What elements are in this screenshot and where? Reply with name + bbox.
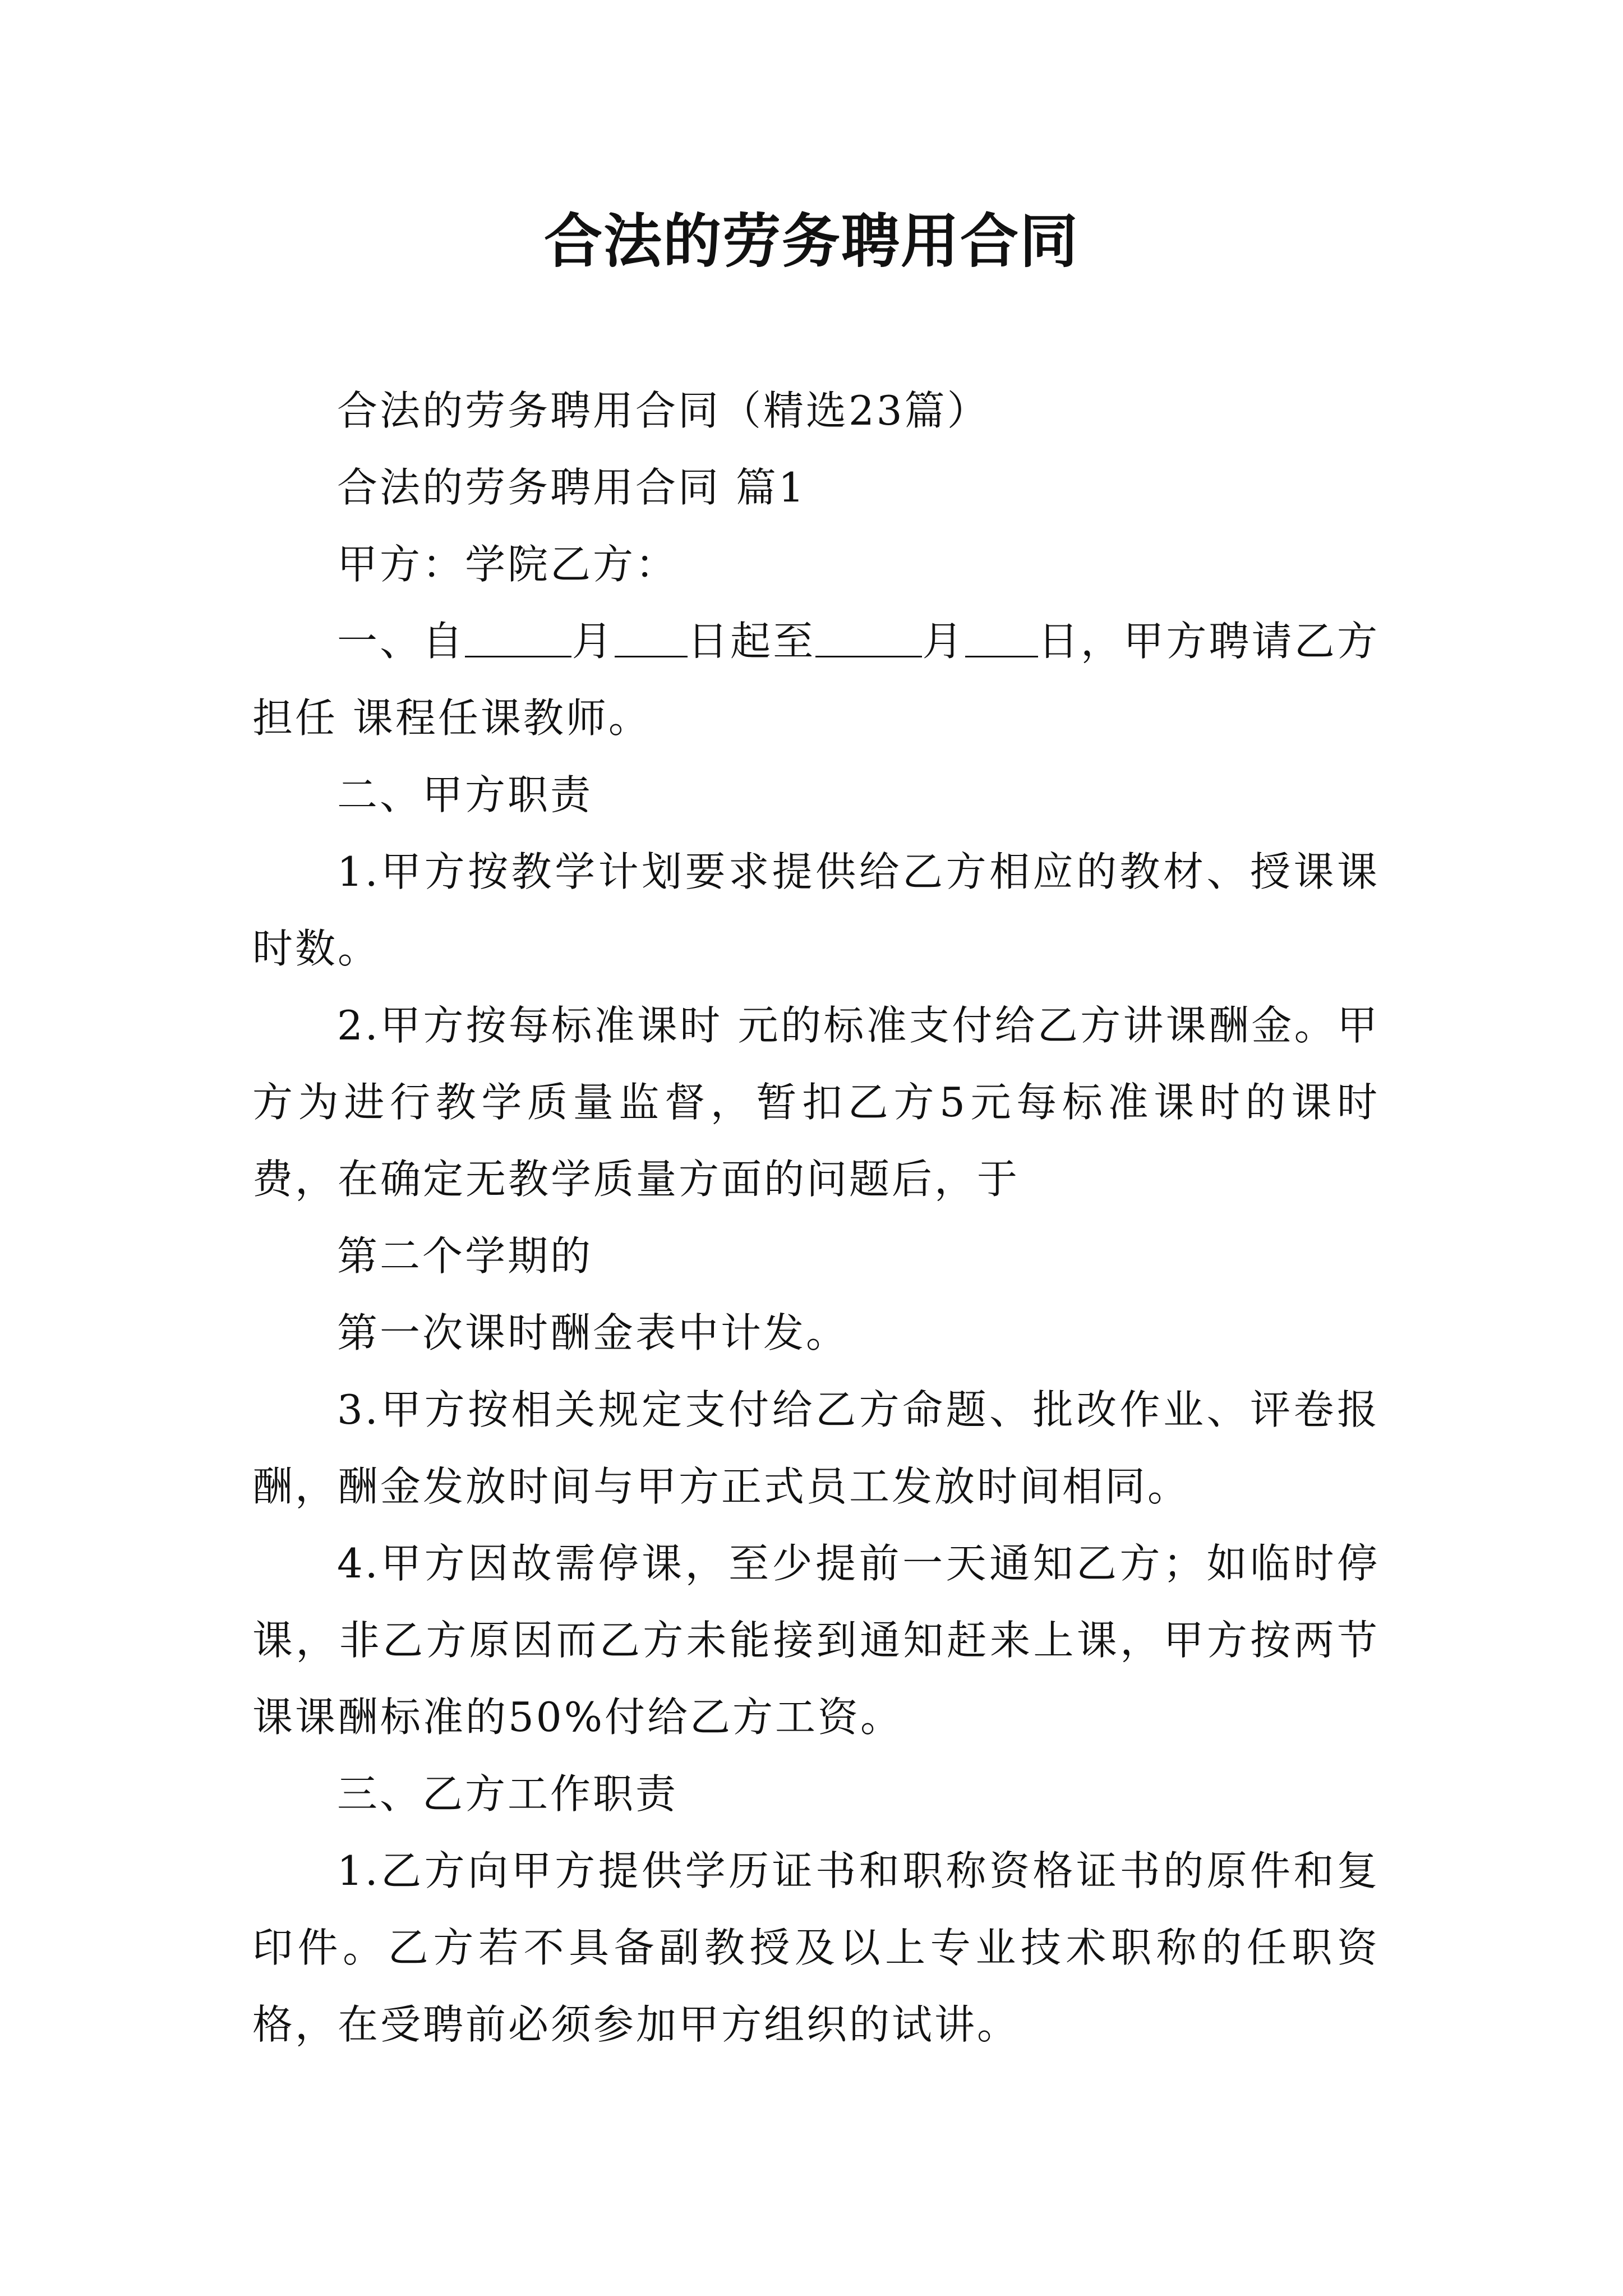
term-text-4: 月 (922, 618, 965, 665)
document-body (252, 372, 1380, 2063)
blank-line-start-month (465, 615, 571, 657)
paragraph-second-semester: 第二个学期的 (337, 1232, 593, 1280)
blank-line-start-day (615, 615, 688, 657)
paragraph-party-a-duty-2: 2.甲方按每标准课时 元的标准支付给乙方讲课酬金。甲方为进行教学质量监督，暂扣乙方5元每标准课时的课时费，在确定无教学质量方面的问题后，于 (252, 1002, 1380, 1203)
paragraph-subtitle: 合法的劳务聘用合同（精选23篇） (337, 387, 990, 434)
paragraph-party-b-duties-heading: 三、乙方工作职责 (337, 1770, 679, 1818)
paragraph-first-payment: 第一次课时酬金表中计发。 (337, 1309, 849, 1356)
blank-line-end-month (815, 615, 922, 657)
term-text-3: 日起至 (687, 618, 816, 665)
document-title: 合法的劳务聘用合同 (543, 206, 1079, 275)
paragraph-term (252, 603, 1380, 757)
term-text-2: 月 (571, 618, 615, 665)
paragraph-party-a-duty-3: 3.甲方按相关规定支付给乙方命题、批改作业、评卷报酬，酬金发放时间与甲方正式员工发放时间相同。 (252, 1386, 1380, 1510)
term-text-5: 日，甲方聘请乙方担任 课程任课教师。 (252, 618, 1380, 742)
term-text-1: 一、自 (337, 618, 465, 665)
blank-line-end-day (965, 615, 1038, 657)
paragraph-party-a-duty-4: 4.甲方因故需停课，至少提前一天通知乙方；如临时停课，非乙方原因而乙方未能接到通知赶来上课，甲方按两节课课酬标准的50%付给乙方工资。 (252, 1540, 1380, 1741)
paragraph-parties: 甲方：学院乙方： (337, 541, 679, 588)
paragraph-party-b-duty-1: 1.乙方向甲方提供学历证书和职称资格证书的原件和复印件。乙方若不具备副教授及以上专业技术职称的任职资格，在受聘前必须参加甲方组织的试讲。 (252, 1847, 1380, 2048)
paragraph-party-a-duties-heading: 二、甲方职责 (337, 771, 593, 818)
paragraph-section-heading: 合法的劳务聘用合同 篇1 (337, 464, 806, 511)
paragraph-party-a-duty-1: 1.甲方按教学计划要求提供给乙方相应的教材、授课课时数。 (252, 848, 1380, 972)
